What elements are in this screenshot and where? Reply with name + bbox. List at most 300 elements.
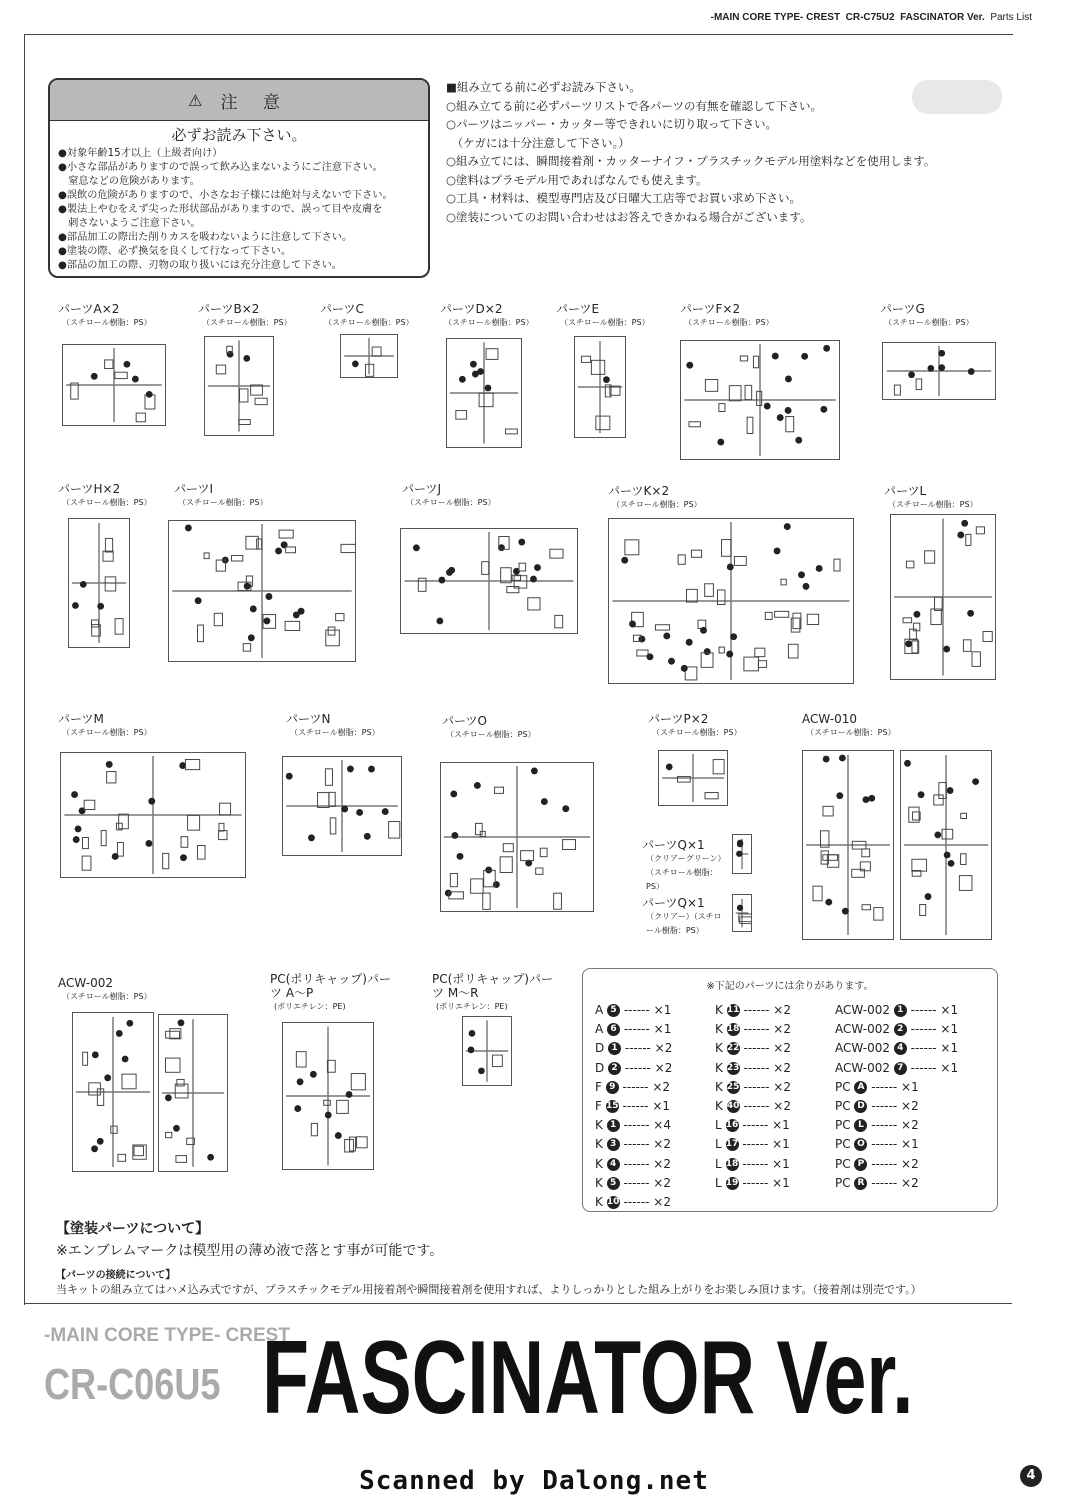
spare-qty: ×1 xyxy=(940,1003,959,1017)
spare-qty: ×2 xyxy=(652,1079,671,1094)
part-number-marker xyxy=(413,544,420,551)
part-number-marker xyxy=(668,658,675,665)
spare-number: 2 xyxy=(894,1023,907,1036)
part-shape xyxy=(479,393,493,407)
paint-title: 【塗装パーツについて】 xyxy=(56,1221,210,1237)
note-line: ○塗料はプラモデル用であればなんでも使えます。 xyxy=(446,172,708,187)
runner-m xyxy=(60,752,246,878)
part-number-marker xyxy=(726,651,733,658)
spare-number: 1 xyxy=(608,1042,621,1055)
part-shape xyxy=(336,614,344,621)
spare-qty: ×2 xyxy=(773,1079,791,1094)
part-shape xyxy=(536,868,543,874)
part-number-marker xyxy=(934,831,941,838)
part-number-marker xyxy=(244,583,251,590)
part-number-marker xyxy=(816,565,823,572)
part-number-marker xyxy=(927,365,934,372)
part-number-marker xyxy=(382,808,389,815)
part-shape xyxy=(220,803,231,815)
caution-item: 窒息などの危険があります。 xyxy=(58,176,200,187)
part-label-j: パーツJ （スチロール樹脂：PS） xyxy=(402,482,496,507)
part-number-marker xyxy=(868,795,875,802)
runner-acw002-left xyxy=(72,1012,154,1172)
spare-part: ACW-002 xyxy=(835,1041,894,1056)
part-shape xyxy=(231,556,242,561)
spare-row: K 3 ------ ×2 xyxy=(595,1137,671,1152)
spare-qty: ×1 xyxy=(772,1175,790,1190)
spare-part: F xyxy=(595,1099,606,1114)
note-line: （ケガには十分注意して下さい。） xyxy=(446,135,630,150)
spare-row: D 2 ------ ×2 xyxy=(595,1060,673,1075)
part-label-l: パーツL （スチロール樹脂：PS） xyxy=(884,484,978,509)
part-number-marker xyxy=(784,523,791,530)
part-shape xyxy=(372,347,381,356)
part-number-marker xyxy=(459,376,466,383)
part-number-marker xyxy=(603,376,610,383)
part-shape xyxy=(324,1100,331,1105)
part-number-marker xyxy=(474,782,481,789)
part-number-marker xyxy=(352,361,359,368)
part-shape xyxy=(739,914,751,922)
part-shape xyxy=(486,349,498,360)
part-shape xyxy=(188,815,200,830)
part-shape xyxy=(686,589,697,602)
part-number-marker xyxy=(470,361,477,368)
part-number-marker xyxy=(736,851,742,857)
spare-qty: ×2 xyxy=(653,1156,671,1171)
caution-item: ●小さな部品がありますので誤って飲み込まないようにご注意下さい。 xyxy=(58,162,383,173)
part-shape xyxy=(82,837,88,848)
part-number-marker xyxy=(842,908,849,915)
part-shape xyxy=(519,563,526,571)
runner-a xyxy=(62,344,166,426)
part-shape xyxy=(163,853,169,868)
part-shape xyxy=(894,385,900,395)
part-number-marker xyxy=(146,391,153,398)
part-number-marker xyxy=(347,765,354,772)
spare-part: A xyxy=(595,1003,608,1017)
part-number-marker xyxy=(195,597,202,604)
caution-item: ●部品加工の際出た削りカスを吸わないように注意して下さい。 xyxy=(58,232,353,243)
spare-number: 4 xyxy=(607,1158,620,1171)
part-shape xyxy=(862,905,870,910)
runner-f xyxy=(680,340,840,460)
spare-row: A 5 ------ ×1 xyxy=(595,1003,672,1017)
part-number-marker xyxy=(968,368,975,375)
part-number-marker xyxy=(250,605,257,612)
part-number-marker xyxy=(839,755,846,762)
spare-qty: ×2 xyxy=(773,1060,791,1075)
part-number-marker xyxy=(451,832,458,839)
part-number-marker xyxy=(820,406,827,413)
part-label-e: パーツE （スチロール樹脂：PS） xyxy=(556,302,650,327)
part-shape xyxy=(906,561,913,568)
spare-row: K 5 ------ ×2 xyxy=(595,1175,671,1190)
part-number-marker xyxy=(478,1068,485,1075)
part-label-k: パーツK×2 （スチロール樹脂：PS） xyxy=(608,484,702,509)
runner-q-clear xyxy=(732,894,752,932)
part-shape xyxy=(729,386,741,401)
spare-row: L 18 ------ ×1 xyxy=(715,1156,790,1171)
part-shape xyxy=(521,851,534,861)
part-number-marker xyxy=(368,766,375,773)
part-number-marker xyxy=(356,809,363,816)
spare-qty: ×1 xyxy=(772,1156,790,1171)
part-shape xyxy=(84,800,95,809)
part-number-marker xyxy=(243,355,250,362)
runner-acw010-left xyxy=(802,750,894,940)
part-shape xyxy=(581,356,590,362)
part-label-a: パーツA×2 （スチロール樹脂：PS） xyxy=(58,302,152,327)
note-line: ■組み立てる前に必ずお読み下さい。 xyxy=(446,80,641,94)
spare-qty: ×1 xyxy=(772,1137,790,1152)
note-line: ○塗装についてのお問い合わせはお答えできかねる場合がございます。 xyxy=(446,209,812,224)
part-shape xyxy=(555,615,563,627)
spare-number: L xyxy=(854,1119,867,1132)
part-number-marker xyxy=(145,840,152,847)
spare-number: 9 xyxy=(606,1081,619,1094)
part-shape xyxy=(197,845,205,859)
spare-part: PC xyxy=(835,1118,855,1133)
part-number-marker xyxy=(918,791,925,798)
part-shape xyxy=(105,360,113,369)
part-number-marker xyxy=(737,841,743,847)
spare-part: K xyxy=(715,1003,727,1017)
part-shape xyxy=(637,650,648,656)
part-shape xyxy=(92,620,99,627)
part-number-marker xyxy=(122,1056,129,1063)
paint-text: ※エンブレムマークは模型用の薄め液で落とす事が可能です。 xyxy=(56,1243,444,1259)
part-shape xyxy=(942,829,953,839)
part-number-marker xyxy=(265,593,272,600)
assembly-notes xyxy=(446,78,1006,226)
spare-number: A xyxy=(854,1081,867,1094)
spare-row: F 9 ------ ×2 xyxy=(595,1079,671,1094)
part-shape xyxy=(351,1074,365,1090)
part-number-marker xyxy=(686,639,693,646)
part-shape xyxy=(216,365,225,374)
spare-part: K xyxy=(595,1118,607,1133)
spare-row: F 15 ------ ×1 xyxy=(595,1099,671,1114)
part-shape xyxy=(528,598,540,610)
part-number-marker xyxy=(795,437,802,444)
part-number-marker xyxy=(438,577,445,584)
spare-part: K xyxy=(715,1041,727,1056)
title-name: FASCINATOR Ver. xyxy=(262,1320,914,1436)
part-shape xyxy=(456,411,467,420)
spare-number: O xyxy=(854,1138,867,1151)
part-number-marker xyxy=(308,834,315,841)
part-number-marker xyxy=(972,778,979,785)
part-number-marker xyxy=(297,1078,304,1085)
part-number-marker xyxy=(286,773,293,780)
part-number-marker xyxy=(785,407,792,414)
part-shape xyxy=(101,831,106,846)
spare-part: K xyxy=(595,1137,607,1152)
part-shape xyxy=(418,578,426,591)
part-label-acw002: ACW-002 （スチロール樹脂：PS） xyxy=(58,976,152,1001)
part-shape xyxy=(745,385,752,399)
spare-qty: ×2 xyxy=(653,1175,671,1190)
part-shape xyxy=(744,657,759,671)
part-shape xyxy=(185,760,199,770)
part-number-marker xyxy=(681,665,688,672)
runner-l xyxy=(890,514,996,680)
part-shape xyxy=(747,417,753,433)
spare-qty: ×2 xyxy=(773,1022,791,1037)
part-shape xyxy=(495,787,504,793)
part-number-marker xyxy=(97,1138,104,1145)
part-shape xyxy=(325,769,332,786)
part-shape xyxy=(961,813,967,818)
part-number-marker xyxy=(730,633,737,640)
part-shape xyxy=(563,840,576,850)
part-shape xyxy=(82,856,91,870)
part-shape xyxy=(118,1154,126,1161)
part-shape xyxy=(691,550,701,557)
spare-qty: ×4 xyxy=(653,1118,671,1133)
part-shape xyxy=(318,793,330,808)
spare-number: D xyxy=(854,1100,867,1113)
spare-row: D 1 ------ ×2 xyxy=(595,1041,673,1056)
part-number-marker xyxy=(727,564,734,571)
spare-row: PC A ------ ×1 xyxy=(835,1079,919,1094)
spare-qty: ×2 xyxy=(654,1041,673,1056)
divider xyxy=(24,1303,1012,1304)
part-number-marker xyxy=(207,1154,214,1161)
part-shape xyxy=(357,1137,368,1148)
caution-title: 注 意 xyxy=(220,92,290,113)
part-number-marker xyxy=(248,634,255,641)
part-shape xyxy=(330,818,336,834)
part-shape xyxy=(500,857,512,873)
spare-number: 5 xyxy=(607,1004,620,1017)
runner-pc-mr xyxy=(462,1016,512,1086)
part-shape xyxy=(341,544,355,552)
spare-part: F xyxy=(595,1079,606,1094)
spare-qty: ×1 xyxy=(901,1079,919,1094)
spare-row: L 19 ------ ×1 xyxy=(715,1175,790,1190)
spare-part: K xyxy=(715,1099,727,1114)
part-shape xyxy=(111,1126,117,1133)
part-number-marker xyxy=(961,520,968,527)
part-number-marker xyxy=(823,756,830,763)
part-shape xyxy=(181,837,188,848)
part-number-marker xyxy=(341,806,348,813)
runner-n xyxy=(282,756,402,856)
part-shape xyxy=(134,1146,143,1155)
part-shape xyxy=(689,422,700,427)
spare-row: K 40 ------ ×2 xyxy=(715,1099,791,1114)
spare-row: PC O ------ ×1 xyxy=(835,1137,919,1152)
part-shape xyxy=(117,842,123,856)
part-number-marker xyxy=(310,1071,317,1078)
caution-item: ●製法上やむをえず尖った形状部品がありますので、誤って目や皮膚を xyxy=(58,204,383,215)
spare-col-1 xyxy=(595,1001,672,1212)
spare-number: 4 xyxy=(894,1042,907,1055)
part-shape xyxy=(705,584,714,597)
caution-subtitle: 必ずお読み下さい。 xyxy=(171,126,307,144)
part-shape xyxy=(540,848,547,856)
connect-text: 当キットの組み立てはハメ込み式ですが、プラスチックモデル用接着剤や瞬間接着剤を使用すれば、よりしっかりとした組み上がりをお楽しみ頂けます。（接着剤は別売です。） xyxy=(56,1283,922,1296)
part-label-p: パーツP×2 （スチロール樹脂：PS） xyxy=(648,712,742,737)
part-shape xyxy=(625,540,639,555)
part-label-h: パーツH×2 （スチロール樹脂：PS） xyxy=(58,482,152,507)
spare-row: K 22 ------ ×2 xyxy=(715,1041,791,1056)
part-shape xyxy=(337,1100,349,1113)
spare-number: 1 xyxy=(607,1119,620,1132)
part-shape xyxy=(920,905,926,916)
part-shape xyxy=(105,577,116,591)
runner-o xyxy=(440,762,594,912)
spare-row: K 10 ------ ×2 xyxy=(595,1195,671,1210)
spare-part: L xyxy=(715,1175,726,1190)
spare-part: PC xyxy=(835,1099,855,1114)
part-number-marker xyxy=(148,798,155,805)
spare-qty: ×1 xyxy=(901,1137,919,1152)
part-label-o: パーツO （スチロール樹脂：PS） xyxy=(442,714,536,739)
part-shape xyxy=(862,849,870,857)
part-shape xyxy=(505,429,517,434)
spare-part: K xyxy=(595,1175,607,1190)
runner-e xyxy=(574,336,626,438)
part-shape xyxy=(507,587,519,593)
caution-box xyxy=(48,78,430,278)
spare-row: L 16 ------ ×1 xyxy=(715,1118,790,1133)
spare-row: PC P ------ ×2 xyxy=(835,1156,919,1171)
runner-b xyxy=(204,336,274,436)
part-number-marker xyxy=(75,825,82,832)
part-shape xyxy=(105,538,112,552)
part-shape xyxy=(286,547,296,553)
part-shape xyxy=(328,627,335,635)
spare-qty: ×2 xyxy=(653,1137,671,1152)
part-number-marker xyxy=(904,760,911,767)
part-shape xyxy=(713,760,724,774)
page-header xyxy=(711,12,1032,23)
part-shape xyxy=(204,553,209,559)
part-label-pc-ap: PC(ポリキャップ)パーツ A〜P (ポリエチレン：PE) xyxy=(270,972,391,1011)
spare-part: ACW-002 xyxy=(835,1003,894,1017)
spare-part: K xyxy=(595,1195,607,1210)
part-number-marker xyxy=(364,833,371,840)
part-shape xyxy=(177,1079,184,1086)
spare-qty: ×1 xyxy=(653,1003,672,1017)
spare-part: ACW-002 xyxy=(835,1060,894,1075)
spare-part: A xyxy=(595,1022,608,1037)
part-number-marker xyxy=(704,648,711,655)
spare-col-3 xyxy=(835,1001,958,1193)
runner-h xyxy=(68,518,130,648)
part-shape xyxy=(239,420,250,425)
spare-title: ※下記のパーツには余りがあります。 xyxy=(706,981,874,992)
part-shape xyxy=(389,822,400,839)
part-shape xyxy=(176,1156,187,1163)
part-number-marker xyxy=(948,860,955,867)
part-shape xyxy=(165,1058,180,1072)
part-number-marker xyxy=(803,583,810,590)
connect-title: 【パーツの接続について】 xyxy=(56,1270,176,1281)
part-shape xyxy=(925,551,935,563)
runner-pc-ap xyxy=(282,1022,374,1170)
part-shape xyxy=(719,647,724,653)
spare-row: K 1 ------ ×4 xyxy=(595,1118,671,1133)
part-shape xyxy=(257,539,262,549)
part-shape xyxy=(219,831,227,840)
part-number-marker xyxy=(132,376,139,383)
part-number-marker xyxy=(646,653,653,660)
part-number-marker xyxy=(123,361,130,368)
part-number-marker xyxy=(275,547,282,554)
caution-list xyxy=(50,147,428,273)
part-number-marker xyxy=(777,414,784,421)
part-shape xyxy=(740,356,747,361)
part-shape xyxy=(775,611,789,617)
part-shape xyxy=(119,814,129,829)
spare-number: 18 xyxy=(726,1024,740,1035)
note-line: ○パーツはニッパー・カッター等できれいに切り取って下さい。 xyxy=(446,117,777,131)
spare-number: 2 xyxy=(608,1062,621,1075)
part-shape xyxy=(719,404,725,412)
part-number-marker xyxy=(621,557,628,564)
part-shape xyxy=(503,844,513,852)
part-number-marker xyxy=(905,640,912,647)
part-label-q-green: パーツQ×1 （クリアーグリーン）（スチロール樹脂：PS） xyxy=(642,838,726,891)
part-number-marker xyxy=(938,350,945,357)
part-shape xyxy=(133,1145,146,1159)
header-section: Parts List xyxy=(990,12,1032,23)
part-number-marker xyxy=(346,1091,353,1098)
part-number-marker xyxy=(469,1030,476,1037)
spare-qty: ×2 xyxy=(773,1003,791,1017)
runner-g xyxy=(882,342,996,400)
spare-part: PC xyxy=(835,1156,855,1171)
part-number-marker xyxy=(165,1094,172,1101)
spare-part: L xyxy=(715,1137,726,1152)
part-shape xyxy=(554,893,562,909)
spare-qty: ×2 xyxy=(901,1118,919,1133)
spare-qty: ×2 xyxy=(654,1060,673,1075)
part-shape xyxy=(734,556,746,565)
note-line: ○組み立てる前に必ずパーツリストで各パーツの有無を確認して下さい。 xyxy=(446,98,822,113)
part-shape xyxy=(788,644,798,658)
spare-qty: ×2 xyxy=(901,1175,919,1190)
part-number-marker xyxy=(801,353,808,360)
runner-acw010-right xyxy=(900,750,992,940)
part-number-marker xyxy=(823,345,830,352)
spare-row: ACW-002 7 ------ ×1 xyxy=(835,1060,959,1075)
part-number-marker xyxy=(71,791,78,798)
part-number-marker xyxy=(908,371,915,378)
part-number-marker xyxy=(485,385,492,392)
part-number-marker xyxy=(836,792,843,799)
part-shape xyxy=(916,379,922,390)
part-number-marker xyxy=(468,1047,475,1054)
part-shape xyxy=(550,549,563,558)
spare-number: R xyxy=(854,1177,867,1190)
part-label-g: パーツG （スチロール樹脂：PS） xyxy=(880,302,974,327)
spare-part: PC xyxy=(835,1175,855,1190)
part-shape xyxy=(219,823,224,831)
part-label-pc-mr: PC(ポリキャップ)パーツ M〜R (ポリエチレン：PE) xyxy=(432,972,553,1011)
part-shape xyxy=(823,855,838,861)
spare-qty: ×1 xyxy=(653,1022,672,1037)
spare-part: D xyxy=(595,1060,609,1075)
part-shape xyxy=(755,648,765,656)
part-shape xyxy=(959,876,972,891)
part-label-b: パーツB×2 （スチロール樹脂：PS） xyxy=(198,302,292,327)
part-shape xyxy=(166,1132,172,1137)
